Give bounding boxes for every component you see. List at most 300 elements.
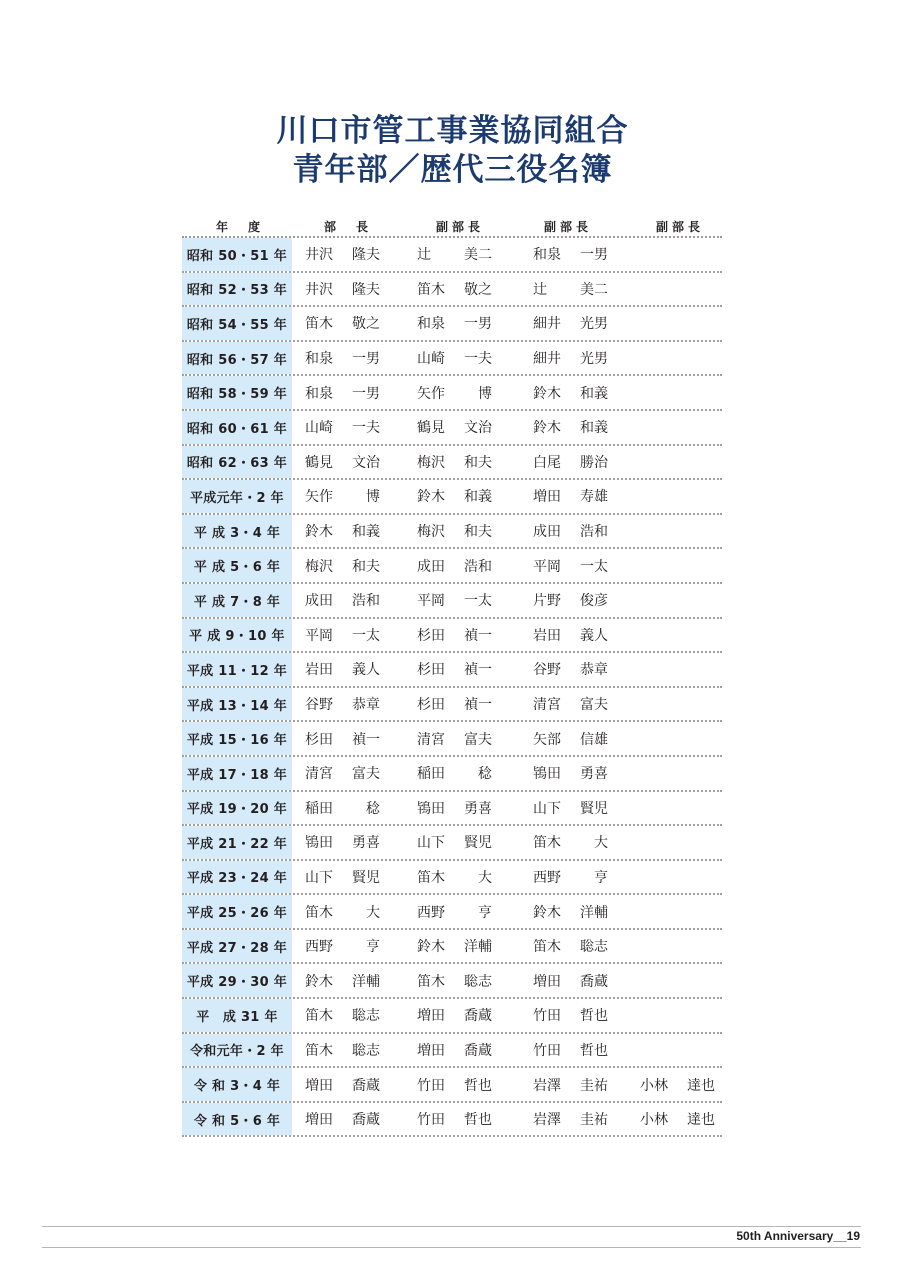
vice-director-name <box>640 238 715 271</box>
given-name: 亨 <box>366 939 380 956</box>
vice-director-name <box>417 930 492 963</box>
vice-director-name <box>640 1034 715 1067</box>
table-row <box>182 895 722 930</box>
table-row <box>182 688 722 723</box>
vice-director-name <box>640 273 715 306</box>
table-row <box>182 411 722 446</box>
year-cell: 令 和 3・4 年 <box>182 1068 292 1101</box>
vice-director-name <box>533 1068 608 1101</box>
table-row <box>182 584 722 619</box>
given-name: 富夫 <box>580 697 608 714</box>
family-name: 清宮 <box>533 697 561 714</box>
year-cell: 平成 29・30 年 <box>182 964 292 997</box>
vice-director-name <box>640 549 715 582</box>
table-row <box>182 826 722 861</box>
given-name: 浩和 <box>352 593 380 610</box>
family-name: 和泉 <box>305 385 333 402</box>
vice-director-name <box>533 1034 608 1067</box>
year-cell: 平 成 7・8 年 <box>182 584 292 617</box>
given-name: 和夫 <box>352 558 380 575</box>
year-cell: 平成 17・18 年 <box>182 757 292 790</box>
vice-director-name <box>533 411 608 444</box>
director-name <box>305 653 380 686</box>
family-name: 竹田 <box>533 1008 561 1025</box>
family-name: 平岡 <box>417 593 445 610</box>
given-name: 浩和 <box>580 524 608 541</box>
family-name: 増田 <box>533 973 561 990</box>
family-name: 鈴木 <box>417 489 445 506</box>
family-name: 山下 <box>533 800 561 817</box>
given-name: 稔 <box>478 766 492 783</box>
given-name: 一夫 <box>464 351 492 368</box>
year-cell: 平 成 31 年 <box>182 999 292 1032</box>
year-cell: 平成 25・26 年 <box>182 895 292 928</box>
vice-director-name <box>533 757 608 790</box>
director-name <box>305 584 380 617</box>
family-name: 鴇田 <box>305 835 333 852</box>
family-name: 山下 <box>305 869 333 886</box>
page-title <box>0 112 905 190</box>
table-row <box>182 1068 722 1103</box>
given-name: 寿雄 <box>580 489 608 506</box>
family-name: 矢部 <box>533 731 561 748</box>
given-name: 喬蔵 <box>580 973 608 990</box>
director-name <box>305 446 380 479</box>
footer-rule-top <box>42 1226 861 1227</box>
vice-director-name <box>417 584 492 617</box>
table-row <box>182 722 722 757</box>
year-cell: 平成 15・16 年 <box>182 722 292 755</box>
vice-director-name <box>417 895 492 928</box>
vice-director-name <box>417 792 492 825</box>
given-name: 勇喜 <box>464 800 492 817</box>
year-cell: 平 成 9・10 年 <box>182 619 292 652</box>
vice-director-name <box>417 757 492 790</box>
vice-director-name <box>417 515 492 548</box>
vice-director-name <box>640 619 715 652</box>
given-name: 圭祐 <box>580 1112 608 1129</box>
family-name: 岩田 <box>533 627 561 644</box>
given-name: 喬蔵 <box>464 1008 492 1025</box>
family-name: 増田 <box>533 489 561 506</box>
given-name: 洋輔 <box>580 904 608 921</box>
director-name <box>305 273 380 306</box>
given-name: 和夫 <box>464 524 492 541</box>
director-name <box>305 861 380 894</box>
given-name: 隆夫 <box>352 247 380 264</box>
director-name <box>305 515 380 548</box>
vice-director-name <box>417 826 492 859</box>
year-cell: 平 成 3・4 年 <box>182 515 292 548</box>
given-name: 亨 <box>594 869 608 886</box>
officers-table <box>182 214 722 1137</box>
vice-director-name <box>533 964 608 997</box>
family-name: 井沢 <box>305 247 333 264</box>
vice-director-name <box>533 895 608 928</box>
header-director: 部 長 <box>324 220 373 234</box>
family-name: 笛木 <box>533 835 561 852</box>
table-row <box>182 861 722 896</box>
given-name: 和義 <box>580 385 608 402</box>
header-vice-director-2: 副部長 <box>544 220 593 234</box>
table-row <box>182 1034 722 1069</box>
given-name: 隆夫 <box>352 281 380 298</box>
vice-director-name <box>417 964 492 997</box>
given-name: 和義 <box>580 420 608 437</box>
table-row <box>182 376 722 411</box>
given-name: 哲也 <box>464 1112 492 1129</box>
family-name: 山下 <box>417 835 445 852</box>
header-vice-director-1: 副部長 <box>436 220 485 234</box>
vice-director-name <box>640 930 715 963</box>
family-name: 笛木 <box>305 904 333 921</box>
given-name: 喬蔵 <box>464 1042 492 1059</box>
family-name: 笛木 <box>533 939 561 956</box>
given-name: 一男 <box>464 316 492 333</box>
vice-director-name <box>417 999 492 1032</box>
table-row <box>182 653 722 688</box>
director-name <box>305 895 380 928</box>
family-name: 岩田 <box>305 662 333 679</box>
given-name: 博 <box>478 385 492 402</box>
given-name: 達也 <box>687 1112 715 1129</box>
given-name: 一男 <box>580 247 608 264</box>
given-name: 勝治 <box>580 454 608 471</box>
family-name: 増田 <box>305 1077 333 1094</box>
family-name: 梅沢 <box>305 558 333 575</box>
family-name: 増田 <box>417 1008 445 1025</box>
family-name: 小林 <box>640 1077 668 1094</box>
given-name: 文治 <box>352 454 380 471</box>
director-name <box>305 411 380 444</box>
director-name <box>305 999 380 1032</box>
given-name: 禎一 <box>464 627 492 644</box>
vice-director-name <box>533 238 608 271</box>
year-cell: 令和元年・2 年 <box>182 1034 292 1067</box>
director-name <box>305 376 380 409</box>
given-name: 圭祐 <box>580 1077 608 1094</box>
family-name: 岩澤 <box>533 1077 561 1094</box>
year-cell: 平成 21・22 年 <box>182 826 292 859</box>
given-name: 大 <box>366 904 380 921</box>
vice-director-name <box>640 688 715 721</box>
family-name: 鈴木 <box>533 385 561 402</box>
table-row <box>182 480 722 515</box>
director-name <box>305 1034 380 1067</box>
table-row <box>182 515 722 550</box>
table-row <box>182 238 722 273</box>
vice-director-name <box>640 999 715 1032</box>
family-name: 梅沢 <box>417 524 445 541</box>
vice-director-name <box>417 411 492 444</box>
given-name: 聡志 <box>352 1008 380 1025</box>
family-name: 和泉 <box>305 351 333 368</box>
given-name: 敬之 <box>464 281 492 298</box>
given-name: 一太 <box>352 627 380 644</box>
director-name <box>305 964 380 997</box>
family-name: 山崎 <box>305 420 333 437</box>
family-name: 西野 <box>417 904 445 921</box>
given-name: 俊彦 <box>580 593 608 610</box>
footer-rule-bottom <box>42 1247 861 1248</box>
given-name: 美二 <box>464 247 492 264</box>
table-row <box>182 549 722 584</box>
table-row <box>182 964 722 999</box>
vice-director-name <box>533 861 608 894</box>
director-name <box>305 1068 380 1101</box>
family-name: 和泉 <box>533 247 561 264</box>
vice-director-name <box>533 480 608 513</box>
family-name: 成田 <box>417 558 445 575</box>
vice-director-name <box>640 376 715 409</box>
given-name: 洋輔 <box>464 939 492 956</box>
family-name: 杉田 <box>417 697 445 714</box>
vice-director-name <box>640 515 715 548</box>
given-name: 一男 <box>352 351 380 368</box>
vice-director-name <box>640 480 715 513</box>
table-row <box>182 446 722 481</box>
family-name: 笛木 <box>305 1042 333 1059</box>
family-name: 谷野 <box>305 697 333 714</box>
year-cell: 昭和 50・51 年 <box>182 238 292 271</box>
given-name: 亨 <box>478 904 492 921</box>
family-name: 笛木 <box>305 316 333 333</box>
given-name: 一夫 <box>352 420 380 437</box>
vice-director-name <box>533 515 608 548</box>
family-name: 辻 <box>417 247 431 264</box>
family-name: 増田 <box>305 1112 333 1129</box>
given-name: 禎一 <box>352 731 380 748</box>
given-name: 賢児 <box>464 835 492 852</box>
director-name <box>305 1103 380 1136</box>
family-name: 竹田 <box>417 1077 445 1094</box>
family-name: 小林 <box>640 1112 668 1129</box>
family-name: 矢作 <box>417 385 445 402</box>
director-name <box>305 549 380 582</box>
family-name: 笛木 <box>417 869 445 886</box>
year-cell: 平成 19・20 年 <box>182 792 292 825</box>
director-name <box>305 480 380 513</box>
family-name: 鈴木 <box>305 524 333 541</box>
year-cell: 昭和 56・57 年 <box>182 342 292 375</box>
year-cell: 平成 13・14 年 <box>182 688 292 721</box>
year-cell: 昭和 62・63 年 <box>182 446 292 479</box>
given-name: 大 <box>594 835 608 852</box>
family-name: 谷野 <box>533 662 561 679</box>
family-name: 杉田 <box>417 627 445 644</box>
family-name: 鶴見 <box>305 454 333 471</box>
given-name: 恭章 <box>580 662 608 679</box>
family-name: 西野 <box>305 939 333 956</box>
family-name: 杉田 <box>305 731 333 748</box>
vice-director-name <box>533 446 608 479</box>
family-name: 山崎 <box>417 351 445 368</box>
family-name: 成田 <box>533 524 561 541</box>
given-name: 禎一 <box>464 662 492 679</box>
year-cell: 平成 27・28 年 <box>182 930 292 963</box>
vice-director-name <box>640 342 715 375</box>
given-name: 達也 <box>687 1077 715 1094</box>
vice-director-name <box>640 584 715 617</box>
vice-director-name <box>417 273 492 306</box>
vice-director-name <box>640 757 715 790</box>
vice-director-name <box>640 1068 715 1101</box>
given-name: 光男 <box>580 351 608 368</box>
family-name: 梅沢 <box>417 454 445 471</box>
family-name: 平岡 <box>305 627 333 644</box>
vice-director-name <box>640 411 715 444</box>
vice-director-name <box>640 964 715 997</box>
family-name: 鈴木 <box>533 904 561 921</box>
given-name: 信雄 <box>580 731 608 748</box>
table-row <box>182 307 722 342</box>
year-cell: 昭和 54・55 年 <box>182 307 292 340</box>
vice-director-name <box>640 792 715 825</box>
table-row <box>182 792 722 827</box>
given-name: 美二 <box>580 281 608 298</box>
vice-director-name <box>417 307 492 340</box>
given-name: 勇喜 <box>352 835 380 852</box>
vice-director-name <box>417 653 492 686</box>
director-name <box>305 619 380 652</box>
table-row <box>182 757 722 792</box>
family-name: 笛木 <box>417 973 445 990</box>
year-cell: 平成元年・2 年 <box>182 480 292 513</box>
vice-director-name <box>417 238 492 271</box>
director-name <box>305 307 380 340</box>
vice-director-name <box>417 1034 492 1067</box>
vice-director-name <box>640 722 715 755</box>
year-cell: 昭和 58・59 年 <box>182 376 292 409</box>
given-name: 一太 <box>464 593 492 610</box>
given-name: 賢児 <box>580 800 608 817</box>
vice-director-name <box>640 653 715 686</box>
family-name: 平岡 <box>533 558 561 575</box>
given-name: 賢児 <box>352 869 380 886</box>
director-name <box>305 722 380 755</box>
director-name <box>305 826 380 859</box>
family-name: 杉田 <box>417 662 445 679</box>
vice-director-name <box>533 342 608 375</box>
vice-director-name <box>417 480 492 513</box>
family-name: 稲田 <box>305 800 333 817</box>
table-row <box>182 1103 722 1138</box>
vice-director-name <box>417 688 492 721</box>
given-name: 勇喜 <box>580 766 608 783</box>
vice-director-name <box>640 1103 715 1136</box>
family-name: 矢作 <box>305 489 333 506</box>
given-name: 和義 <box>352 524 380 541</box>
vice-director-name <box>417 861 492 894</box>
family-name: 鶴見 <box>417 420 445 437</box>
given-name: 文治 <box>464 420 492 437</box>
family-name: 和泉 <box>417 316 445 333</box>
year-cell: 平成 23・24 年 <box>182 861 292 894</box>
given-name: 光男 <box>580 316 608 333</box>
table-row <box>182 999 722 1034</box>
given-name: 哲也 <box>580 1008 608 1025</box>
given-name: 富夫 <box>464 731 492 748</box>
vice-director-name <box>417 376 492 409</box>
year-cell: 平成 11・12 年 <box>182 653 292 686</box>
family-name: 笛木 <box>305 1008 333 1025</box>
family-name: 竹田 <box>533 1042 561 1059</box>
year-cell: 令 和 5・6 年 <box>182 1103 292 1136</box>
given-name: 恭章 <box>352 697 380 714</box>
given-name: 禎一 <box>464 697 492 714</box>
vice-director-name <box>640 861 715 894</box>
vice-director-name <box>417 619 492 652</box>
given-name: 喬蔵 <box>352 1112 380 1129</box>
family-name: 笛木 <box>417 281 445 298</box>
vice-director-name <box>417 1103 492 1136</box>
given-name: 浩和 <box>464 558 492 575</box>
family-name: 清宮 <box>305 766 333 783</box>
given-name: 和夫 <box>464 454 492 471</box>
family-name: 増田 <box>417 1042 445 1059</box>
given-name: 一太 <box>580 558 608 575</box>
year-cell: 昭和 52・53 年 <box>182 273 292 306</box>
family-name: 細井 <box>533 351 561 368</box>
given-name: 敬之 <box>352 316 380 333</box>
given-name: 一男 <box>352 385 380 402</box>
given-name: 洋輔 <box>352 973 380 990</box>
given-name: 聡志 <box>580 939 608 956</box>
family-name: 鴇田 <box>417 800 445 817</box>
family-name: 鈴木 <box>533 420 561 437</box>
table-body <box>182 238 722 1137</box>
given-name: 大 <box>478 869 492 886</box>
table-row <box>182 273 722 308</box>
family-name: 清宮 <box>417 731 445 748</box>
vice-director-name <box>533 619 608 652</box>
given-name: 哲也 <box>580 1042 608 1059</box>
given-name: 哲也 <box>464 1077 492 1094</box>
vice-director-name <box>417 1068 492 1101</box>
given-name: 聡志 <box>464 973 492 990</box>
given-name: 義人 <box>352 662 380 679</box>
vice-director-name <box>533 653 608 686</box>
family-name: 細井 <box>533 316 561 333</box>
director-name <box>305 930 380 963</box>
director-name <box>305 688 380 721</box>
vice-director-name <box>533 722 608 755</box>
family-name: 西野 <box>533 869 561 886</box>
family-name: 白尾 <box>533 454 561 471</box>
family-name: 片野 <box>533 593 561 610</box>
vice-director-name <box>417 722 492 755</box>
vice-director-name <box>640 826 715 859</box>
vice-director-name <box>533 1103 608 1136</box>
given-name: 聡志 <box>352 1042 380 1059</box>
director-name <box>305 342 380 375</box>
header-vice-director-3: 副部長 <box>656 220 705 234</box>
director-name <box>305 792 380 825</box>
vice-director-name <box>640 895 715 928</box>
vice-director-name <box>417 549 492 582</box>
vice-director-name <box>533 930 608 963</box>
vice-director-name <box>533 549 608 582</box>
table-row <box>182 342 722 377</box>
table-header <box>182 214 722 238</box>
director-name <box>305 238 380 271</box>
vice-director-name <box>533 826 608 859</box>
family-name: 鈴木 <box>417 939 445 956</box>
vice-director-name <box>533 376 608 409</box>
vice-director-name <box>533 307 608 340</box>
vice-director-name <box>533 273 608 306</box>
page-footer: 50th Anniversary__19 <box>736 1229 860 1243</box>
